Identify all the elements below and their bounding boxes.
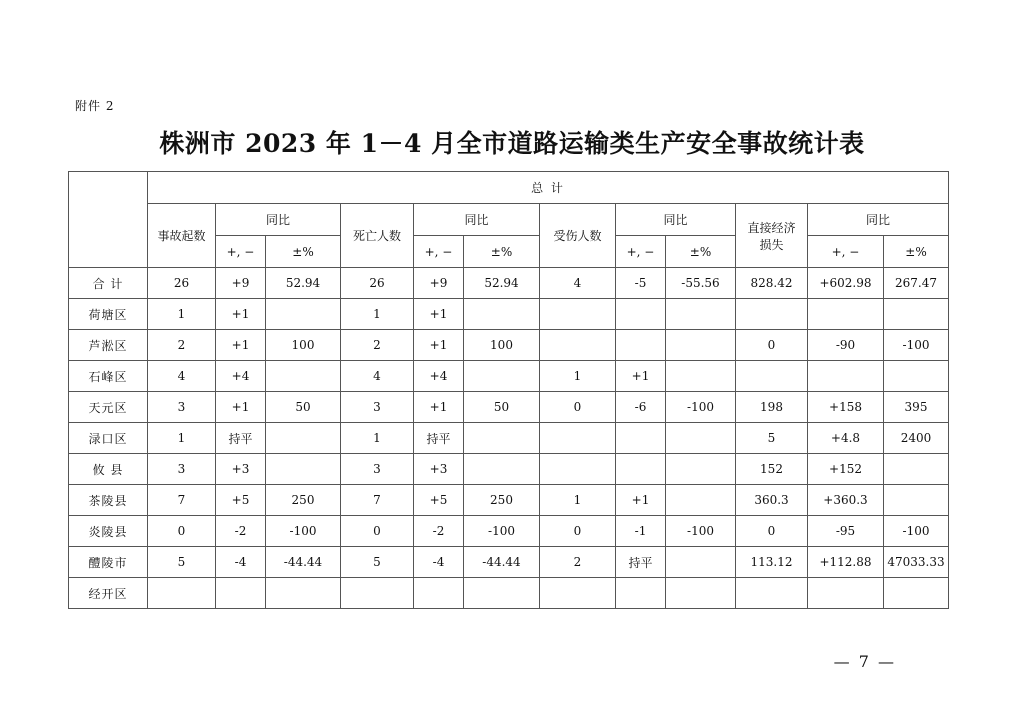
table-cell [266,299,341,330]
table-cell: 3 [341,392,414,423]
table-cell: 52.94 [464,268,540,299]
table-cell [266,423,341,454]
table-body [69,268,949,609]
row-label: 攸 县 [69,454,148,485]
table-cell [808,361,884,392]
table-cell: -1 [616,516,666,547]
header-economic-loss-line2: 损失 [759,237,784,252]
header-row-columns [69,204,949,236]
table-cell: +5 [414,485,464,516]
table-cell: 持平 [414,423,464,454]
page-number: — 7 — [833,652,896,671]
table-cell: +4.8 [808,423,884,454]
table-cell: 47033.33 [884,547,949,578]
table-cell [414,578,464,609]
table-cell: 5 [736,423,808,454]
table-cell: 0 [148,516,216,547]
header-deaths: 死亡人数 [341,204,414,268]
table-cell: 267.47 [884,268,949,299]
table-cell: -100 [666,516,736,547]
header-pct: ±% [266,236,341,268]
table-cell: +4 [216,361,266,392]
header-economic-loss-line1: 直接经济 [747,220,796,235]
table-cell: -100 [266,516,341,547]
table-cell: 250 [266,485,341,516]
table-cell [616,299,666,330]
table-cell [884,454,949,485]
table-cell: +1 [216,330,266,361]
table-cell [540,423,616,454]
table-cell: -55.56 [666,268,736,299]
table-cell [216,578,266,609]
table-cell: 5 [148,547,216,578]
table-cell: 0 [736,516,808,547]
table-row [69,485,949,516]
table-cell [616,454,666,485]
table-cell: 5 [341,547,414,578]
table-cell: 持平 [616,547,666,578]
header-corner-cell [69,172,148,268]
table-cell: 4 [341,361,414,392]
header-total-group: 总 计 [148,172,949,204]
table-cell: +602.98 [808,268,884,299]
table-row [69,330,949,361]
header-row-group [69,172,949,204]
table-cell [736,578,808,609]
page-title: 株洲市 2023 年 1－4 月全市道路运输类生产安全事故统计表 [159,129,865,158]
table-cell: +9 [216,268,266,299]
row-label: 芦淞区 [69,330,148,361]
table-cell: -90 [808,330,884,361]
table-cell [736,361,808,392]
table-cell: 3 [148,392,216,423]
table-cell [540,299,616,330]
table-cell: +158 [808,392,884,423]
table-cell: 1 [341,299,414,330]
table-row [69,516,949,547]
table-cell [540,578,616,609]
table-cell: 113.12 [736,547,808,578]
table-cell [341,578,414,609]
header-economic-loss [736,204,808,268]
table-cell [540,454,616,485]
table-cell [666,454,736,485]
header-plus-minus: +, − [808,236,884,268]
table-cell: 1 [341,423,414,454]
table-cell: 50 [266,392,341,423]
table-cell: 250 [464,485,540,516]
table-cell: +1 [414,330,464,361]
annex-label: 附件 2 [75,99,115,113]
table-row [69,454,949,485]
header-plus-minus: +, − [616,236,666,268]
table-row [69,361,949,392]
table-cell [808,578,884,609]
table-cell [464,361,540,392]
table-cell: +152 [808,454,884,485]
header-plus-minus: +, − [414,236,464,268]
table-cell: 0 [540,392,616,423]
table-cell: +3 [216,454,266,485]
table-cell: +360.3 [808,485,884,516]
table-cell: 395 [884,392,949,423]
table-cell: 1 [148,299,216,330]
table-cell: -95 [808,516,884,547]
table-cell: 2400 [884,423,949,454]
table-cell: -2 [216,516,266,547]
table-cell: +1 [616,361,666,392]
table-cell: 4 [540,268,616,299]
table-cell: -100 [884,516,949,547]
table-cell: +9 [414,268,464,299]
header-injuries-yoy: 同比 [616,204,736,236]
table-cell [666,299,736,330]
table-cell: -4 [414,547,464,578]
table-cell: +1 [616,485,666,516]
row-label: 石峰区 [69,361,148,392]
table-cell: 100 [464,330,540,361]
table-cell: 3 [341,454,414,485]
table-cell: -5 [616,268,666,299]
table-cell: +3 [414,454,464,485]
table-cell [666,485,736,516]
table-cell: +112.88 [808,547,884,578]
table-cell [666,423,736,454]
table-cell [616,578,666,609]
header-injuries: 受伤人数 [540,204,616,268]
row-label: 天元区 [69,392,148,423]
table-cell: -100 [464,516,540,547]
table-cell: 26 [341,268,414,299]
table-row [69,392,949,423]
table-row [69,578,949,609]
table-cell: -6 [616,392,666,423]
table-cell: -44.44 [266,547,341,578]
table-cell: +1 [216,299,266,330]
table-cell: 1 [540,485,616,516]
row-label: 荷塘区 [69,299,148,330]
table-cell: 3 [148,454,216,485]
table-cell: 0 [736,330,808,361]
table-cell: 50 [464,392,540,423]
table-cell [464,578,540,609]
row-label: 醴陵市 [69,547,148,578]
table-cell [808,299,884,330]
table-row [69,423,949,454]
table-row [69,299,949,330]
header-deaths-yoy: 同比 [414,204,540,236]
header-pct: ±% [464,236,540,268]
table-cell [148,578,216,609]
table-cell [666,578,736,609]
table-cell: 7 [148,485,216,516]
table-cell: 360.3 [736,485,808,516]
table-cell: -44.44 [464,547,540,578]
table-cell [666,547,736,578]
header-accidents: 事故起数 [148,204,216,268]
header-accidents-yoy: 同比 [216,204,341,236]
table-cell: +1 [414,299,464,330]
table-cell [616,423,666,454]
table-row [69,268,949,299]
table-cell: 0 [341,516,414,547]
header-plus-minus: +, − [216,236,266,268]
table-cell: -4 [216,547,266,578]
table-cell: 4 [148,361,216,392]
table-cell: 26 [148,268,216,299]
table-cell: 152 [736,454,808,485]
table-row [69,547,949,578]
row-label: 茶陵县 [69,485,148,516]
table-cell: 2 [341,330,414,361]
table-cell [464,299,540,330]
table-cell [884,299,949,330]
table-cell [666,330,736,361]
header-pct: ±% [884,236,949,268]
table-cell [266,578,341,609]
table-cell [464,423,540,454]
table-cell [266,361,341,392]
table-cell [666,361,736,392]
table-cell [736,299,808,330]
table-cell [884,578,949,609]
row-label: 经开区 [69,578,148,609]
table-cell [540,330,616,361]
row-label: 炎陵县 [69,516,148,547]
table-cell: +4 [414,361,464,392]
table-cell: 1 [148,423,216,454]
table-cell: +5 [216,485,266,516]
table-cell [884,361,949,392]
table-cell: 2 [148,330,216,361]
header-loss-yoy: 同比 [808,204,949,236]
table-cell: 52.94 [266,268,341,299]
table-cell: -100 [666,392,736,423]
table-cell: -2 [414,516,464,547]
table-cell [884,485,949,516]
table-cell [464,454,540,485]
table-cell: 持平 [216,423,266,454]
statistics-table [68,171,949,609]
row-label: 合 计 [69,268,148,299]
table-cell: 2 [540,547,616,578]
row-label: 渌口区 [69,423,148,454]
table-cell: -100 [884,330,949,361]
table-cell: 100 [266,330,341,361]
table-cell: 0 [540,516,616,547]
table-cell: 198 [736,392,808,423]
table-cell: 1 [540,361,616,392]
table-cell: +1 [216,392,266,423]
header-pct: ±% [666,236,736,268]
table-cell: 7 [341,485,414,516]
table-cell: +1 [414,392,464,423]
table-cell [266,454,341,485]
table-cell: 828.42 [736,268,808,299]
table-cell [616,330,666,361]
